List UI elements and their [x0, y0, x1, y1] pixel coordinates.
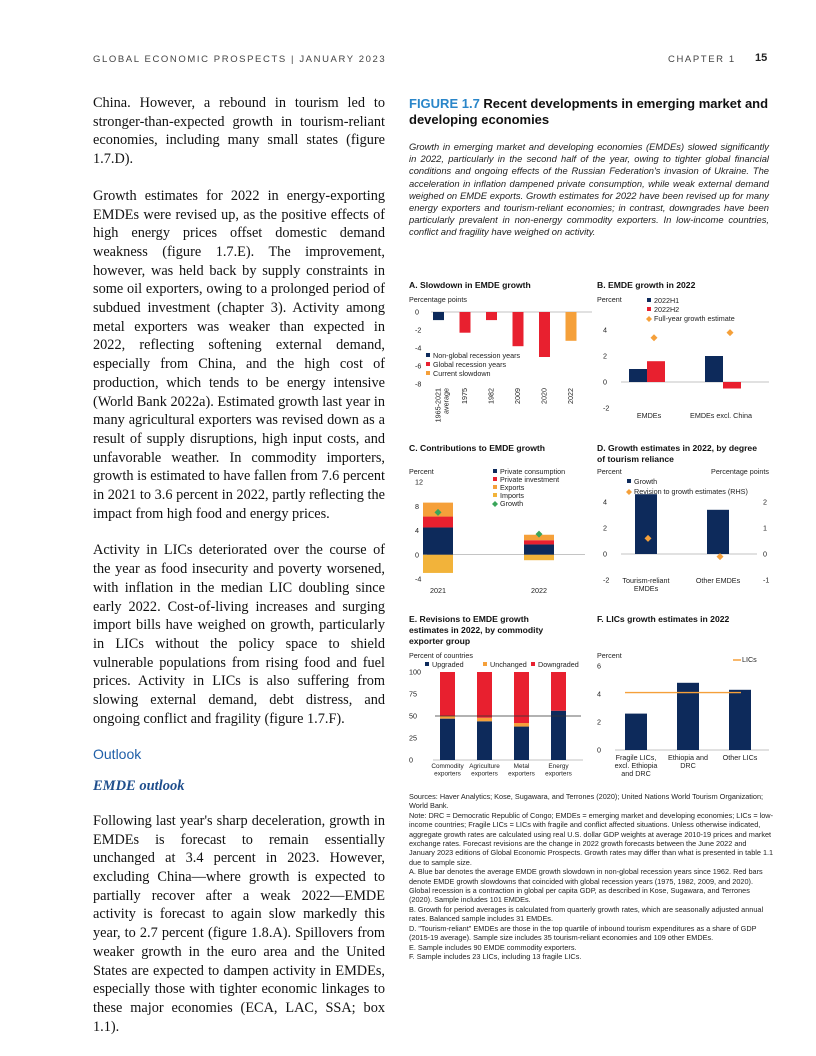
bar-segment [423, 517, 453, 528]
x-tick-label: exporters [434, 770, 461, 778]
legend-label: Imports [500, 491, 524, 500]
legend-swatch [426, 371, 430, 375]
bar [705, 356, 723, 382]
panel-d-chart [597, 466, 777, 601]
x-tick-label: 2022 [531, 586, 547, 595]
x-tick-label: 1965-2021 [433, 388, 443, 423]
paragraph: Following last year's sharp deceleration, growth in EMDEs is forecast to remain essentially unchanged at 3.4 percent in 2023. However, excluding China—where growth is expected to partially recover after a weak 2022—EMDE activity is forecast to again slow markedly this year, to 2.7 percent (figure 1.8.A). Spillovers from weaker growth in the euro area and the United States are expected to dampen activity in EMDEs, especially those with tighter economic linkages to these major economies (ECA, LAC, SSA; box 1.1). [93, 812, 385, 1035]
bar-segment [514, 672, 529, 723]
x-tick-label: 2021 [430, 586, 446, 595]
page-number: 15 [755, 52, 768, 64]
legend-label: Growth [634, 477, 658, 486]
legend-label: Non-global recession years [433, 351, 521, 360]
legend-swatch [493, 493, 497, 497]
y-tick-label: 0 [415, 550, 419, 560]
y-tick-label: 4 [597, 689, 601, 699]
bar-segment [477, 721, 492, 760]
x-tick-label: exporters [545, 770, 572, 778]
figure-description: Growth in emerging market and developing economies (EMDEs) slowed significantly in 2022, particularly in the second half of the year, owing to tighter global financial conditions and ongoing effects of the Russian Federation's invasion of Ukraine. The acceleration in inflation dampened private consumption, while weak external demand weighed on EMDE exports. Growth estimates for 2022 have been revised up for many energy exporters and tourism-reliant economies; in contrast, downgrades have been particularly prevalent in non-energy commodity exporters. In low-income countries, conflict and fragility have weighed on activity. [409, 141, 769, 238]
legend-swatch [647, 307, 651, 311]
y-tick-label: 2 [603, 351, 607, 361]
legend-swatch [493, 469, 497, 473]
legend-label: Growth [500, 499, 524, 508]
bar-segment [423, 555, 453, 573]
panel-d-title: D. Growth estimates in 2022, by degree of tourism reliance [597, 443, 757, 464]
y-tick-label: -8 [415, 379, 422, 389]
bar-segment [514, 727, 529, 760]
legend-label: Unchanged [490, 660, 527, 669]
bar-segment [551, 672, 566, 711]
y-tick-label: 100 [409, 667, 421, 677]
bar-segment [551, 711, 566, 760]
legend-swatch [646, 316, 652, 322]
panel-e-title: E. Revisions to EMDE growth estimates in 2022, by commodity exporter group [409, 614, 544, 646]
y-tick-label: 75 [409, 689, 417, 699]
bar-segment [514, 723, 529, 727]
bar [513, 312, 524, 346]
bar-segment [477, 718, 492, 722]
note-f: F. Sample includes 23 LICs, including 13 fragile LICs. [409, 951, 582, 961]
y-tick-label: -2 [603, 575, 610, 585]
y-tick-label: 8 [415, 501, 419, 511]
bar [723, 382, 741, 389]
figure-notes [409, 792, 774, 961]
bar [647, 361, 665, 382]
y-tick-label: 0 [763, 549, 767, 559]
x-tick-label: Fragile LICs, [615, 753, 657, 762]
panel-f-chart [597, 650, 777, 780]
y-tick-label: -6 [415, 361, 422, 371]
paragraph: China. However, a rebound in tourism led to stronger-than-expected growth in tourism-reliant economies, including many small states (figure 1.7.D). [93, 95, 385, 168]
y-tick-label: 1 [763, 523, 767, 533]
legend-swatch [531, 662, 535, 666]
bar-segment [524, 544, 554, 554]
legend-swatch [426, 353, 430, 357]
x-tick-label: 1982 [486, 388, 496, 404]
legend-label: Exports [500, 483, 525, 492]
y-axis-label: Percent [409, 467, 434, 476]
legend-label: Revision to growth estimates (RHS) [634, 487, 748, 496]
legend-swatch [493, 477, 497, 481]
bar-segment [440, 719, 455, 760]
y-tick-label: -2 [603, 403, 610, 413]
subsection-heading: EMDE outlook [93, 778, 185, 795]
note-d: D. "Tourism-reliant" EMDEs are those in the top quartile of inbound tourism expenditures as a share of GDP (2015-19 average). Sample size includes 35 tourism-reliant economies and 109 other EMDEs. [409, 923, 757, 943]
x-tick-label: EMDEs excl. China [690, 411, 752, 420]
bar [707, 510, 729, 554]
running-header: GLOBAL ECONOMIC PROSPECTS | JANUARY 2023 [93, 54, 387, 65]
y-axis-label: Percent [597, 295, 622, 304]
y-tick-label: -2 [415, 325, 422, 335]
x-tick-label: EMDEs [633, 584, 659, 593]
bar [486, 312, 497, 320]
panel-a-chart [409, 294, 589, 423]
x-tick-label: 2009 [513, 388, 522, 404]
sources-note: Sources: Haver Analytics; Kose, Sugawara, and Terrones (2020); United Nations World Tourism Organization; World Bank. [409, 792, 764, 811]
data-point-marker [727, 329, 734, 336]
x-tick-label: EMDEs [636, 411, 662, 420]
legend-label: Upgraded [432, 660, 464, 669]
bar [729, 690, 751, 750]
legend-label: 2022H2 [654, 305, 680, 314]
x-tick-label: 1975 [460, 388, 469, 404]
x-tick-label: Other EMDEs [695, 576, 741, 585]
panel-c-chart [409, 466, 589, 601]
note-a: A. Blue bar denotes the average EMDE growth slowdown in non-global recession years since 1962. Red bars denote EMDE growth slowdowns that coincided with global recession years (1975, 1982, 2009, and 2020). Global recession is a contraction in global per capita GDP, as described in Kose, Sugawara, and Terrones (2020). Sample includes 101 EMDEs. [409, 867, 763, 905]
legend-swatch [483, 662, 487, 666]
figure-title-text: Recent developments in emerging market and developing economies [409, 96, 769, 127]
paragraph: Growth estimates for 2022 in energy-exporting EMDEs were revised up, as the positive effects of high energy prices offset domestic demand weakness (figure 1.7.E). The improvement, however, was held back by supply constraints in some oil exporters, owing to a prolonged period of subdued investment (chapter 3). Activity among metal exporters was weaker than expected in 2022, reflecting softening external demand, especially from China, and the high cost of production, which tends to be energy intensive (World Bank 2022a). Estimated growth last year in many agricultural exporters was revised down as a result of supply disruptions, high input costs, and unfavorable weather. In commodity importers, growth is estimated to have fallen from 7.6 percent in 2021 to 3.6 percent in 2022, partly reflecting the impact from high food and energy prices. [93, 187, 385, 522]
x-tick-label: exporters [471, 770, 498, 778]
bar-segment [524, 555, 554, 560]
x-tick-label: average [441, 388, 451, 414]
y-tick-label: 4 [603, 497, 607, 507]
legend-label: LICs [742, 655, 757, 664]
legend-label: Downgraded [538, 660, 579, 669]
bar [539, 312, 550, 357]
figure-title [409, 96, 769, 128]
y-tick-label: 2 [597, 717, 601, 727]
x-tick-label: 2022 [566, 388, 575, 404]
y-tick-label: 12 [415, 477, 423, 487]
y-tick-label: 6 [597, 661, 601, 671]
legend-label: Global recession years [433, 360, 507, 369]
x-tick-label: Metal [513, 763, 530, 770]
x-tick-label: 2020 [539, 388, 549, 404]
x-tick-label: excl. Ethiopia [614, 761, 658, 770]
legend-label: Full-year growth estimate [654, 314, 735, 323]
legend-label: Private investment [500, 475, 560, 484]
y-tick-label: -4 [415, 343, 422, 353]
bar-segment [477, 672, 492, 718]
bar-segment [524, 540, 554, 544]
y-axis-label: Percentage points [409, 295, 467, 304]
bar [433, 312, 444, 320]
bar-segment [440, 672, 455, 716]
y-tick-label: 0 [603, 377, 607, 387]
bar [625, 714, 647, 750]
y-tick-label: 0 [415, 307, 419, 317]
x-tick-label: Energy [548, 763, 569, 770]
data-point-marker [651, 334, 658, 341]
y-tick-label: 0 [597, 745, 601, 755]
legend-swatch [647, 298, 651, 302]
y-tick-label: 50 [409, 711, 417, 721]
paragraph: Activity in LICs deteriorated over the course of the year as food insecurity and poverty worsened, with inflation in the median LIC doubling since early 2022. Cost-of-living increases and surging import bills have weighed on growth, particularly in LICs without the policy space to shield vulnerable populations from rising food and fuel prices. Activity in LICs is also suffering from slowing external demand, debt distress, and ongoing conflict and fragility (figure 1.7.F). [93, 542, 385, 727]
y-tick-label: 25 [409, 733, 417, 743]
figure-number: FIGURE 1.7 [409, 96, 480, 111]
legend-swatch [492, 501, 498, 507]
body-text-column [93, 94, 385, 1054]
bar [566, 312, 577, 341]
section-heading: Outlook [93, 745, 142, 762]
y-tick-label: 4 [415, 526, 419, 535]
y-tick-label: -4 [415, 574, 422, 584]
x-tick-label: Tourism-reliant [622, 576, 670, 585]
chapter-label: CHAPTER 1 [668, 54, 736, 65]
panel-a-title: A. Slowdown in EMDE growth [409, 280, 531, 290]
note-e: E. Sample includes 90 EMDE commodity exporters. [409, 942, 577, 952]
y-tick-label: 4 [603, 325, 607, 335]
x-tick-label: Commodity [431, 763, 464, 770]
y-tick-label: 2 [763, 497, 767, 507]
legend-swatch [626, 489, 632, 495]
y-tick-label: 2 [603, 523, 607, 533]
y-tick-label: 0 [409, 755, 413, 765]
legend-label: Current slowdown [433, 369, 491, 378]
bar-segment [423, 527, 453, 554]
legend-swatch [425, 662, 429, 666]
x-tick-label: Ethiopia and [668, 753, 708, 762]
panel-c-title: C. Contributions to EMDE growth [409, 443, 546, 453]
legend-label: Private consumption [500, 467, 566, 476]
x-tick-label: DRC [680, 761, 696, 770]
y-tick-label: -1 [763, 575, 770, 585]
x-tick-label: Agriculture [469, 763, 500, 770]
legend-swatch [493, 485, 497, 489]
y-axis-label: Percent [597, 651, 622, 660]
general-note: Note: DRC = Democratic Republic of Congo; EMDEs = emerging market and developing economies; LICs = low-income countries; Fragile LICs = LICs with fragile and conflict affected situations. Unless otherwise indicated, aggregate growth rates are calculated using real U.S. dollar GDP weights at average 2010-19 prices and market exchange rates. Forecast revisions are the change in 2022 growth forecasts between the June 2022 and January 2023 editions of Global Economic Prospects. Growth rates may differ than what is presented in table 1.1 due to sample size. [409, 810, 774, 867]
panel-e-chart [409, 650, 589, 780]
x-tick-label: Other LICs [722, 753, 758, 762]
x-tick-label: and DRC [621, 769, 651, 778]
y-axis-label: Percent [597, 467, 622, 476]
y-tick-label: 0 [603, 549, 607, 559]
bar [460, 312, 471, 333]
panel-b-title: B. EMDE growth in 2022 [597, 280, 696, 290]
x-tick-label: exporters [508, 770, 535, 778]
panel-b-chart [597, 294, 777, 424]
legend-swatch [426, 362, 430, 366]
bar [635, 494, 657, 554]
panel-f-title: F. LICs growth estimates in 2022 [597, 614, 730, 624]
bar-segment [440, 716, 455, 719]
bar [629, 369, 647, 382]
y2-axis-label: Percentage points [711, 467, 769, 476]
legend-label: 2022H1 [654, 296, 680, 305]
y-axis-label: Percent of countries [409, 651, 473, 660]
legend-swatch [627, 479, 631, 483]
note-b: B. Growth for period averages is calculated from quarterly growth rates, which are seasonally adjusted annual rates. Balanced sample includes 31 EMDEs. [409, 904, 764, 924]
